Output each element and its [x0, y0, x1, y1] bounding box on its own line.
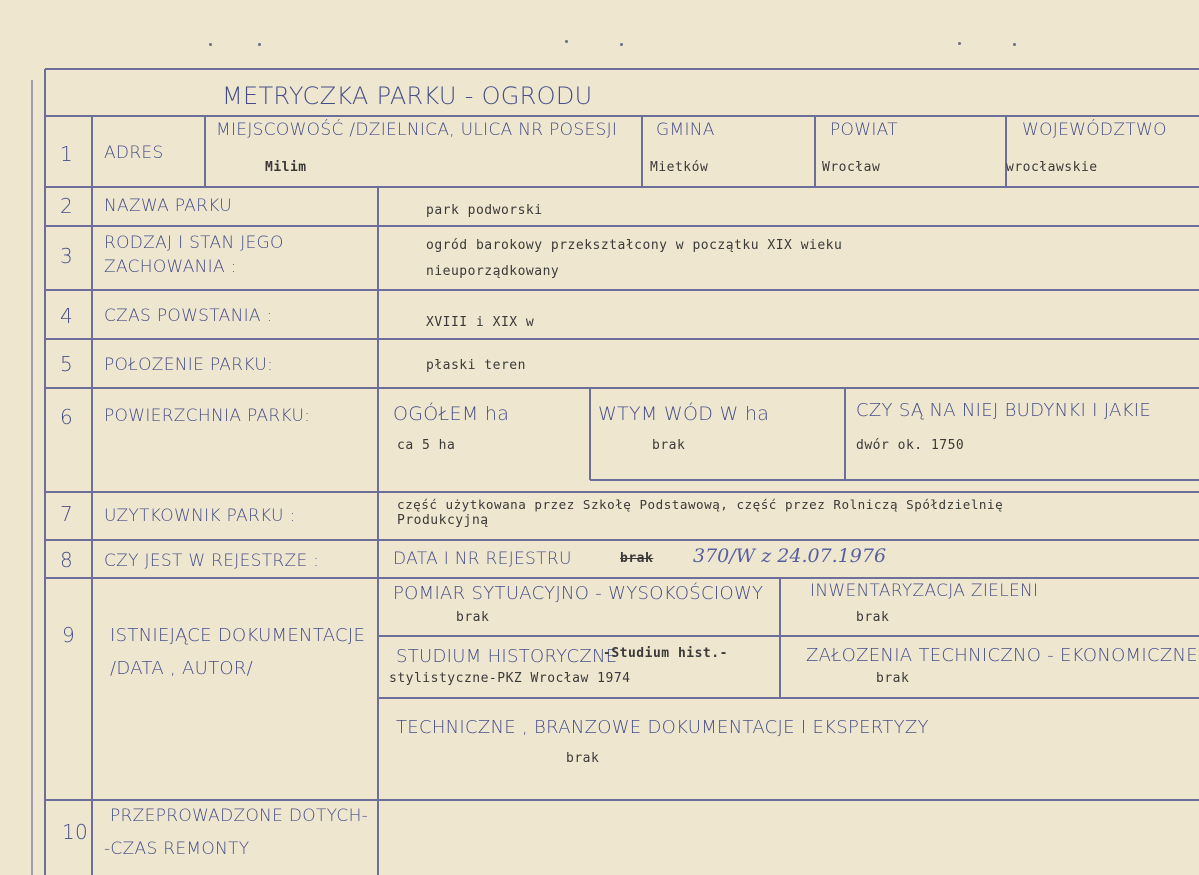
- user-value-line2: Produkcyjną: [397, 513, 489, 528]
- area-label: POWIERZCHNIA PARKU:: [104, 406, 311, 426]
- buildings-header: CZY SĄ NA NIEJ BUDYNKI I JAKIE: [856, 400, 1152, 421]
- row-number-9: 9: [62, 623, 76, 647]
- place-header: MIEJSCOWOŚĆ /DZIELNICA, ULICA NR POSESJI: [216, 120, 618, 140]
- row-number-10: 10: [62, 820, 89, 844]
- register-label: CZY JEST W REJESTRZE :: [104, 551, 320, 571]
- survey-value: brak: [456, 610, 490, 625]
- technical-economic-header: ZAŁOZENIA TECHNICZNO - EKONOMICZNE: [806, 645, 1198, 666]
- wojewodztwo-value: wrocławskie: [1006, 160, 1098, 175]
- historical-study-value-line2: stylistyczne-PKZ Wrocław 1974: [389, 671, 631, 686]
- type-value-line1: ogród barokowy przekształcony w początku XIX wieku: [426, 238, 843, 253]
- greenery-inventory-value: brak: [856, 610, 890, 625]
- row-number-4: 4: [60, 304, 74, 328]
- powiat-header: POWIAT: [830, 120, 898, 140]
- register-value: 370/W z 24.07.1976: [693, 545, 887, 567]
- total-area-header: OGÓŁEM ha: [393, 403, 510, 425]
- type-label-line1: RODZAJ I STAN JEGO: [104, 233, 284, 253]
- park-name-label: NAZWA PARKU: [104, 196, 232, 216]
- user-value-line1: część użytkowana przez Szkołę Podstawową, część przez Rolniczą Spółdzielnię: [397, 497, 1004, 512]
- creation-time-label: CZAS POWSTANIA :: [104, 306, 273, 326]
- renovations-label-line1: PRZEPROWADZONE DOTYCH-: [110, 806, 369, 826]
- row-number-6: 6: [60, 405, 74, 429]
- park-name-value: park podworski: [426, 203, 543, 218]
- register-header: DATA I NR REJESTRU: [393, 549, 572, 569]
- greenery-inventory-header: INWENTARYZACJA ZIELENI: [810, 581, 1039, 601]
- row-number-7: 7: [60, 502, 74, 526]
- wojewodztwo-header: WOJEWÓDZTWO: [1022, 120, 1167, 140]
- survey-header: POMIAR SYTUACYJNO - WYSOKOŚCIOWY: [393, 583, 764, 604]
- powiat-value: Wrocław: [822, 160, 881, 175]
- form-title: METRYCZKA PARKU - OGRODU: [222, 82, 593, 110]
- gmina-value: Mietków: [650, 160, 709, 175]
- location-label: POŁOZENIE PARKU:: [104, 355, 274, 375]
- renovations-label-line2: -CZAS REMONTY: [104, 839, 250, 859]
- technical-docs-value: brak: [566, 751, 600, 766]
- place-value: Milim: [265, 160, 307, 175]
- row-number-1: 1: [60, 142, 74, 166]
- total-area-value: ca 5 ha: [397, 438, 456, 453]
- type-label-line2: ZACHOWANIA :: [104, 257, 237, 277]
- documents-label-line1: ISTNIEJĄCE DOKUMENTACJE: [110, 625, 366, 646]
- water-area-value: brak: [652, 438, 686, 453]
- row-number-3: 3: [60, 244, 74, 268]
- row-number-2: 2: [60, 194, 74, 218]
- technical-docs-header: TECHNICZNE , BRANZOWE DOKUMENTACJE I EKSPERTYZY: [396, 717, 929, 738]
- row-number-5: 5: [60, 352, 74, 376]
- creation-time-value: XVIII i XIX w: [426, 315, 535, 330]
- row-number-8: 8: [60, 548, 74, 572]
- gmina-header: GMINA: [656, 120, 715, 140]
- water-area-header: WTYM WÓD W ha: [598, 403, 770, 425]
- location-value: płaski teren: [426, 358, 526, 373]
- user-label: UZYTKOWNIK PARKU :: [104, 506, 296, 526]
- historical-study-header: STUDIUM HISTORYCZNE: [396, 646, 618, 667]
- type-value-line2: nieuporządkowany: [426, 264, 560, 279]
- historical-study-value-line1: -Studium hist.-: [603, 646, 728, 661]
- buildings-value: dwór ok. 1750: [856, 438, 965, 453]
- technical-economic-value: brak: [876, 671, 910, 686]
- documents-label-line2: /DATA , AUTOR/: [110, 658, 254, 679]
- register-struck-value: brak: [620, 551, 654, 566]
- address-label: ADRES: [104, 143, 164, 163]
